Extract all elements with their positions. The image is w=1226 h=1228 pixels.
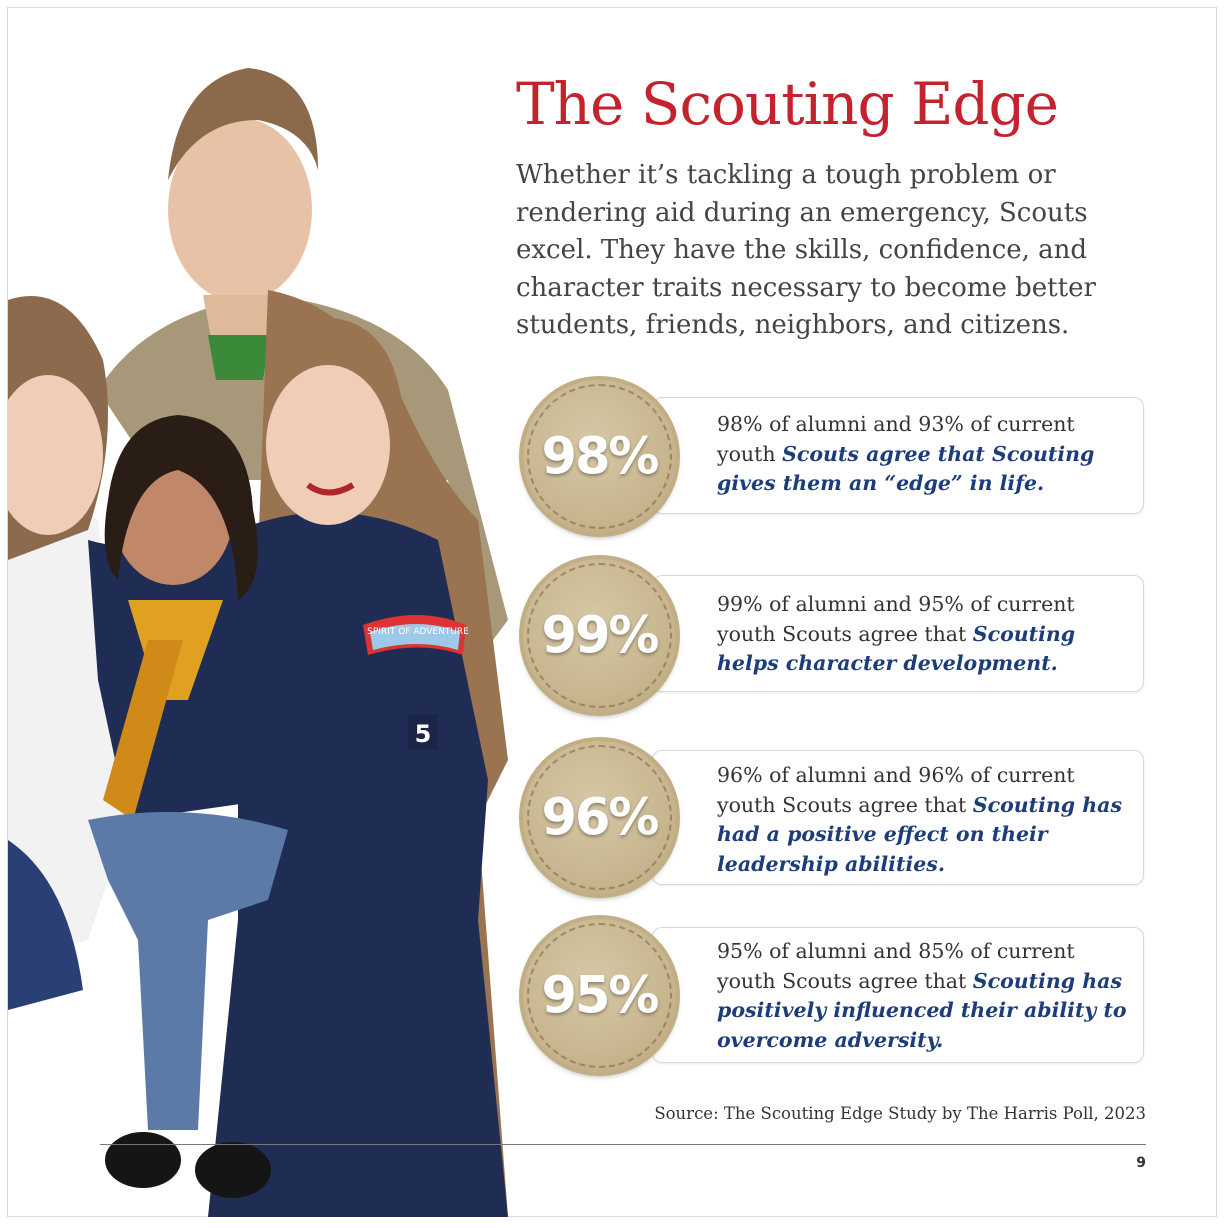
- page-number: 9: [1136, 1155, 1146, 1171]
- stat-text-plain: 95% of alumni and 85% of current youth Scouts agree that: [717, 939, 1075, 993]
- stat-card: [652, 927, 1144, 1063]
- stat-item: [522, 915, 1147, 1075]
- stat-text: [717, 590, 1133, 679]
- patch-text: SPIRIT OF ADVENTURE: [367, 627, 469, 637]
- stat-card: [652, 397, 1144, 514]
- stat-item: [522, 375, 1147, 535]
- footer-divider: [100, 1144, 1146, 1145]
- stat-text-emphasis: Scouting has had a positive effect on their leadership abilities.: [717, 792, 1123, 876]
- stat-item: [522, 555, 1147, 715]
- stat-text-plain: 99% of alumni and 95% of current youth Scouts agree that: [717, 592, 1075, 646]
- merit-badge: [522, 740, 677, 895]
- merit-badge: [522, 379, 677, 534]
- stat-text-emphasis: Scouting helps character development.: [717, 621, 1076, 675]
- stat-text: [717, 761, 1133, 879]
- badge-percent: 99%: [541, 606, 658, 665]
- stat-text-emphasis: Scouts agree that Scouting gives them an “edge” in life.: [717, 441, 1095, 495]
- stat-text: [717, 937, 1133, 1055]
- stat-text-plain: 96% of alumni and 96% of current youth Scouts agree that: [717, 763, 1075, 817]
- patch-number: 5: [414, 720, 432, 748]
- intro-paragraph: Whether it’s tackling a tough problem or rendering aid during an emergency, Scouts excel. They have the skills, confidence, and character traits necessary to become better students, friends, neighbors, and citizens.: [516, 160, 1096, 340]
- badge-percent: 96%: [541, 788, 658, 847]
- stat-text-emphasis: Scouting has positively influenced their ability to overcome adversity.: [717, 968, 1127, 1052]
- badge-percent: 95%: [541, 966, 658, 1025]
- source-citation: Source: The Scouting Edge Study by The Harris Poll, 2023: [654, 1104, 1146, 1123]
- scouts-group-photo: [8, 60, 518, 1217]
- stat-text: [717, 410, 1133, 499]
- stat-item: [522, 735, 1147, 895]
- badge-percent: 98%: [541, 427, 658, 486]
- stat-card: [652, 750, 1144, 885]
- stat-card: [652, 575, 1144, 692]
- merit-badge: [522, 918, 677, 1073]
- merit-badge: [522, 558, 677, 713]
- page-title: The Scouting Edge: [516, 70, 1058, 138]
- stat-text-plain: 98% of alumni and 93% of current youth: [717, 412, 1075, 466]
